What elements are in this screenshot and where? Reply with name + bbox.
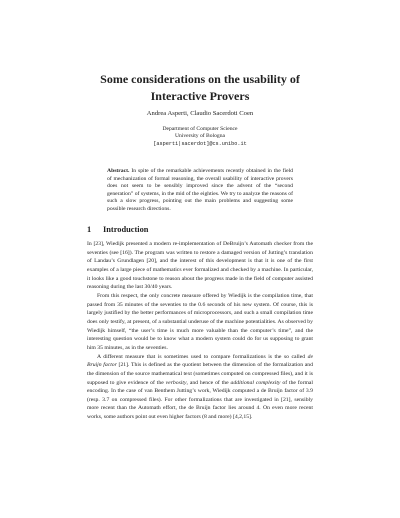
email: [asperti|sacerdot]@cs.unibo.it [153, 140, 247, 147]
section-number: 1 [87, 225, 92, 234]
term-de-bruijn-factor: de Bruijn factor [87, 353, 313, 369]
section-title: Introduction [103, 225, 149, 234]
term-additional-complexity: additional complexity [230, 379, 281, 386]
paragraph-1: In [23], Wiedijk presented a modern re-implementation of DeBruijn’s Automath checker from the seventies (see [16]). The program was written to restore a damaged version of Jutting’s translation of Landau’s Grundlagen [20], and the interest of this development is that it is one of the first examples of a large piece of mathematics ever formalized and checked by a machine. In particular, it looks like a good touchstone to reason about the progress made in the field of computer assisted reasoning during the last 30/40 years. [87, 241, 313, 291]
authors: Andrea Asperti, Claudio Sacerdoti Coen [146, 110, 254, 117]
paragraph-3-part-a: A different measure that is sometimes used to compare formalizations is the so called [97, 353, 308, 360]
title-line-2: Interactive Provers [150, 89, 250, 103]
section-heading [87, 225, 148, 234]
paragraph-3-part-d: of the formal encoding. In the case of van Benthem Jutting’s work, Wiedijk computed a de Bruijn factor of 3.9 (resp. 3.7 on compressed files). For other formalizations that are investigated in [21], sensibly more recent than the Automath effort, the de Bruijn factor lies around 4. On even more recent works, some authors point out even higher factors (8 and more) [4,2,15]. [87, 379, 313, 421]
abstract [107, 168, 293, 213]
university: University of Bologna [174, 133, 226, 140]
paragraph-3-part-c: , and hence of the [186, 379, 231, 386]
affiliation [0, 126, 400, 148]
paragraph-3 [87, 353, 313, 422]
abstract-label: Abstract. [107, 168, 130, 174]
body-text [87, 240, 313, 422]
paragraph-2: From this respect, the only concrete measure offered by Wiedijk is the compilation time, that passed from 35 minutes of the seventies to the 0.6 seconds of his new system. Of course, this is largely justified by the better performances of microprocessors, and such a small compilation time does only testify, at present, of a substantial underuse of the machine potentialities. As observed by Wiedijk himself, “the user’s time is much more valuable than the computer’s time”, and the interesting question would be to know what a modern system could do for us supposing to grant him 35 minutes, as in the seventies. [87, 292, 313, 351]
paragraph-3-part-b: [21]. This is defined as the quotient between the dimension of the formalization and the dimension of the source mathematical text (sometimes computed on compressed files), and it is supposed to give evidence of the [87, 362, 313, 386]
abstract-text: In spite of the remarkable achievements recently obtained in the field of mechanization of formal reasoning, the overall usability of interactive provers does not seem to be sensibly improved since the advent of the “second generation” of systems, in the mid of the eighties. We try to analyze the reasons of such a slow progress, pointing out the main problems and suggesting some possible research directions. [107, 168, 293, 212]
title-line-1: Some considerations on the usability of [100, 72, 300, 86]
term-verbosity: verbosity [165, 379, 187, 386]
department: Department of Computer Science [162, 126, 238, 132]
paper-title [0, 71, 400, 105]
